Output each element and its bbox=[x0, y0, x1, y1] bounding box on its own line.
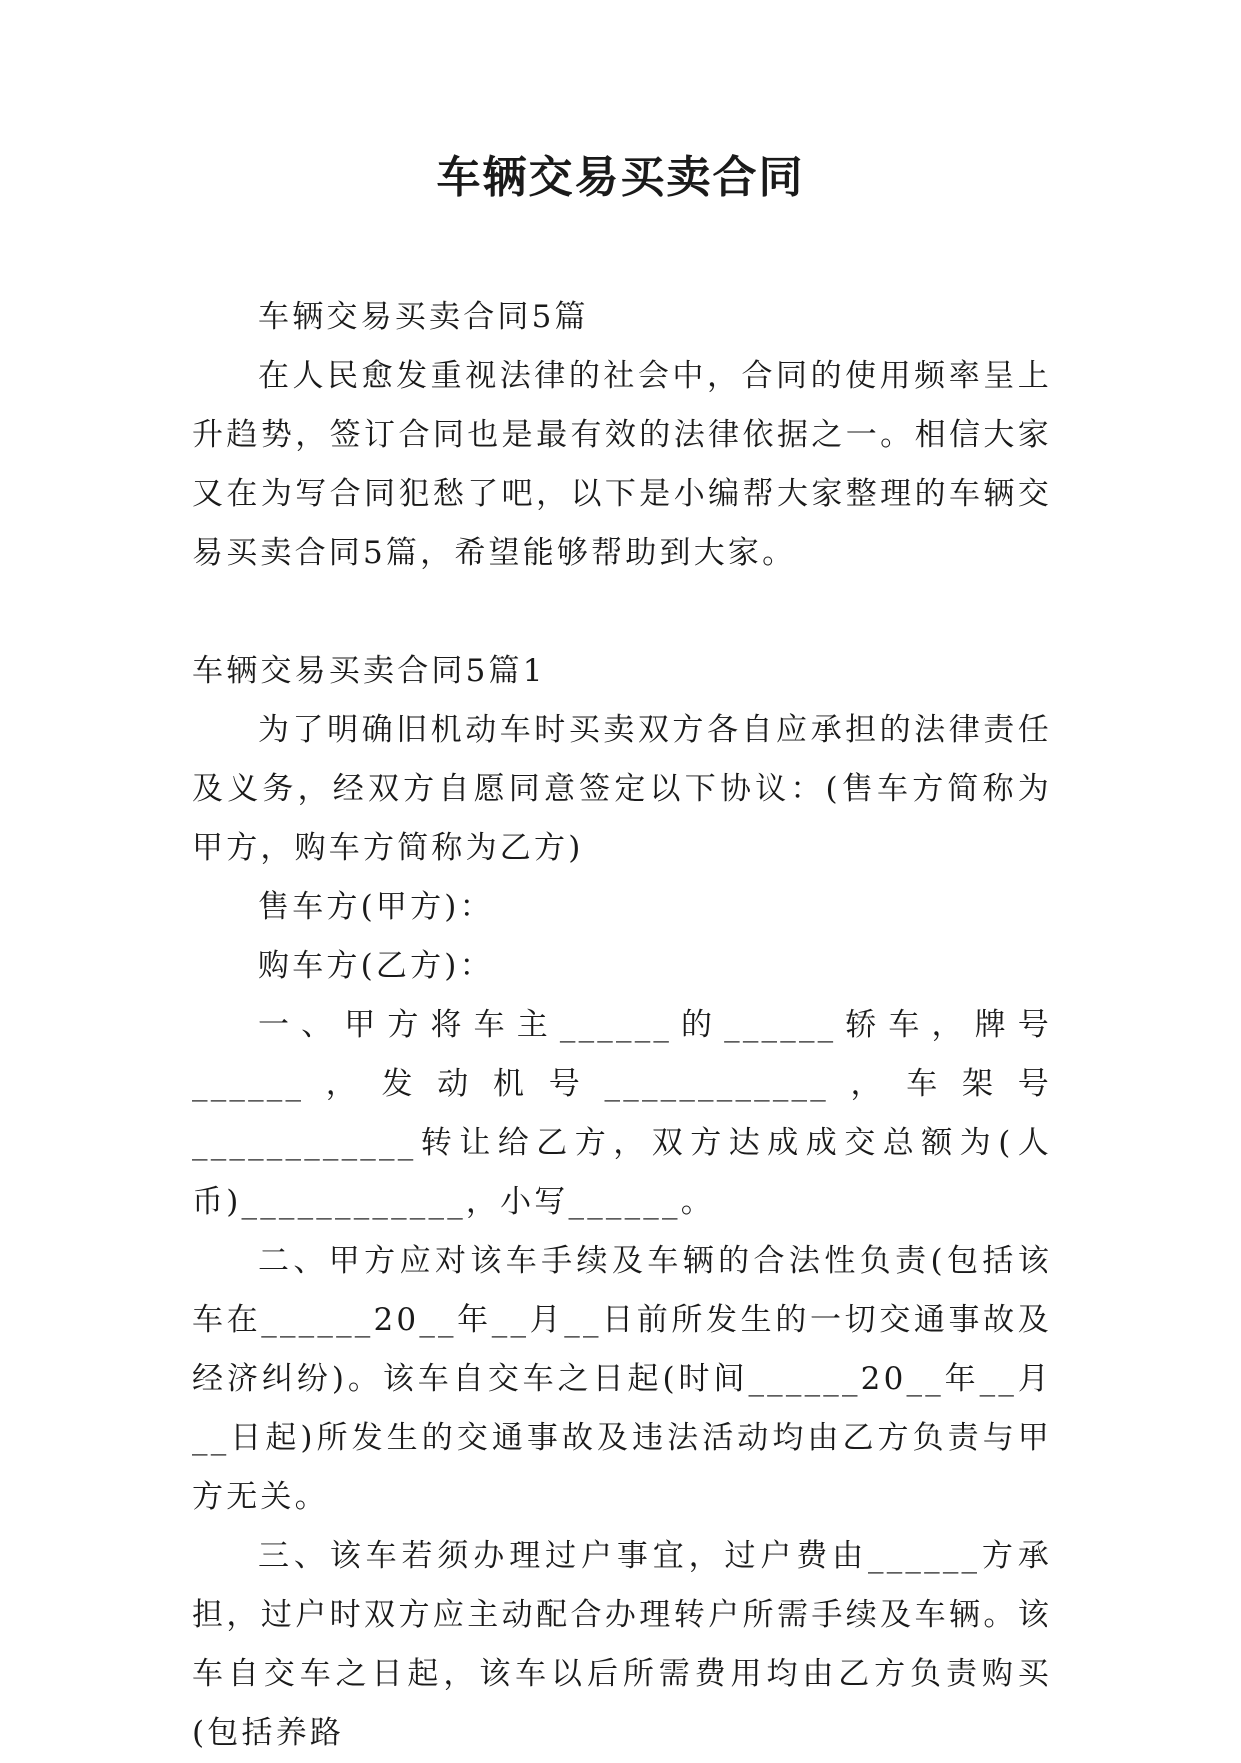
document-body bbox=[192, 288, 1052, 1763]
paragraph-purpose: 为了明确旧机动车时买卖双方各自应承担的法律责任及义务，经双方自愿同意签定以下协议：(售车方简称为甲方，购车方简称为乙方) bbox=[192, 712, 1052, 866]
section-heading: 车辆交易买卖合同5篇1 bbox=[192, 653, 546, 689]
document-title: 车辆交易买卖合同 bbox=[436, 152, 805, 203]
clause-two: 二、甲方应对该车手续及车辆的合法性负责(包括该车在______20__年__月__日前所发生的一切交通事故及经济纠纷)。该车自交车之日起(时间______20__年__月__日起)所发生的交通事故及违法活动均由乙方负责与甲方无关。 bbox=[192, 1243, 1052, 1515]
paragraph-seller: 售车方(甲方)： bbox=[258, 889, 494, 925]
clause-three: 三、该车若须办理过户事宜，过户费由______方承担，过户时双方应主动配合办理转户所需手续及车辆。该车自交车之日起，该车以后所需费用均由乙方负责购买(包括养路 bbox=[192, 1538, 1052, 1751]
paragraph-subtitle: 车辆交易买卖合同5篇 bbox=[258, 299, 589, 335]
paragraph-buyer: 购车方(乙方)： bbox=[258, 948, 494, 984]
paragraph-intro: 在人民愈发重视法律的社会中，合同的使用频率呈上升趋势，签订合同也是最有效的法律依据之一。相信大家又在为写合同犯愁了吧，以下是小编帮大家整理的车辆交易买卖合同5篇，希望能够帮助到大家。 bbox=[192, 358, 1052, 571]
clause-one: 一、甲方将车主______的______轿车，牌号______，发动机号____________，车架号____________转让给乙方，双方达成成交总额为(人币)____________，小写______。 bbox=[192, 1007, 1052, 1220]
